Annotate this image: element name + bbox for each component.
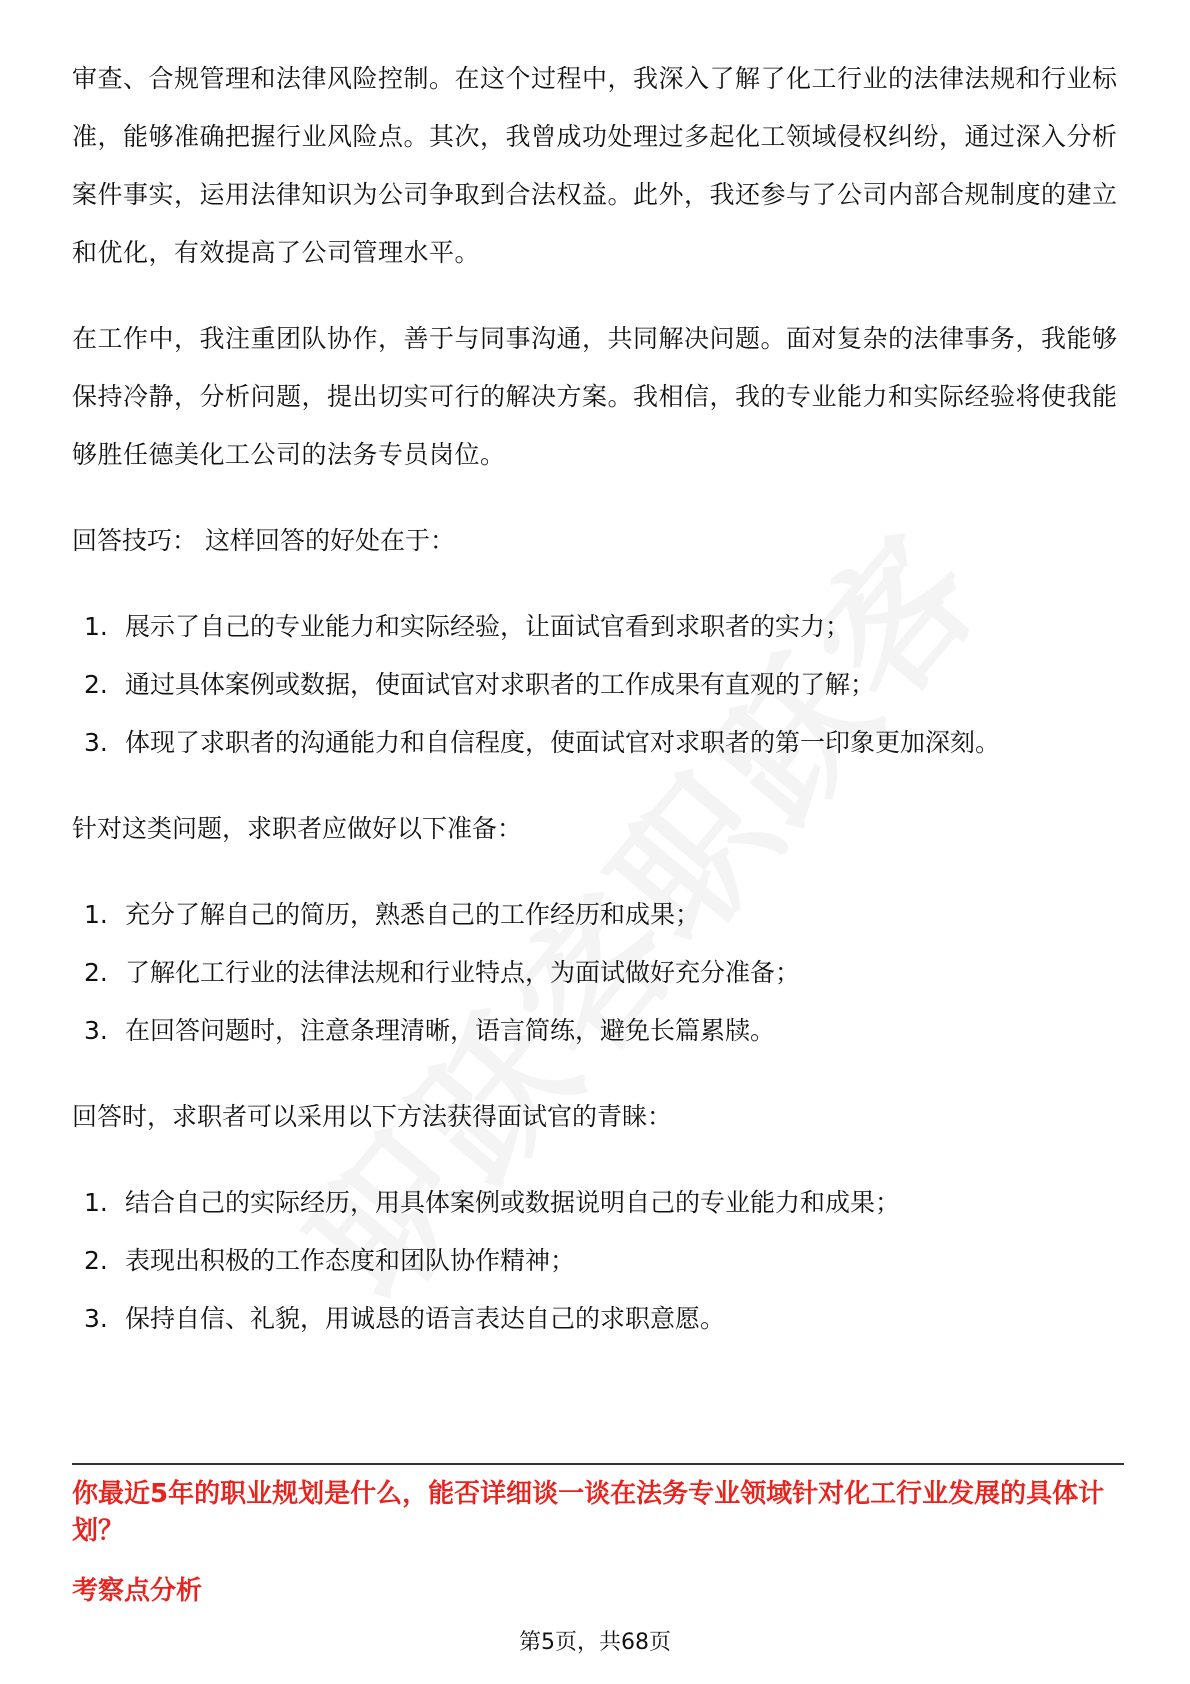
list-item [72, 656, 1122, 714]
method-heading: 回答时，求职者可以采用以下方法获得面试官的青睐： [72, 1102, 673, 1131]
prep-heading: 针对这类问题，求职者应做好以下准备： [72, 814, 523, 843]
list-number: 1. [84, 900, 108, 929]
list-item [72, 1174, 1122, 1232]
list-number: 1. [84, 612, 108, 641]
prep-list [72, 886, 1122, 1060]
list-item [72, 1232, 1122, 1290]
list-item-text: 在回答问题时，注意条理清晰，语言简练，避免长篇累牍。 [125, 1016, 776, 1045]
list-item-text: 体现了求职者的沟通能力和自信程度，使面试官对求职者的第一印象更加深刻。 [125, 728, 1001, 757]
list-item [72, 886, 1122, 944]
document-body [72, 50, 1122, 1376]
tips-heading: 回答技巧： 这样回答的好处在于： [72, 526, 455, 555]
question-title: 你最近5年的职业规划是什么，能否详细谈一谈在法务专业领域针对化工行业发展的具体计划？ [72, 1479, 1105, 1546]
list-item-text: 了解化工行业的法律法规和行业特点，为面试做好充分准备； [125, 958, 801, 987]
list-item-text: 充分了解自己的简历，熟悉自己的工作经历和成果； [125, 900, 701, 929]
list-number: 3. [84, 1304, 108, 1333]
list-number: 2. [84, 958, 108, 987]
analysis-heading: 考察点分析 [72, 1576, 203, 1606]
list-number: 1. [84, 1188, 108, 1217]
section-divider [72, 1463, 1124, 1465]
list-number: 3. [84, 1016, 108, 1045]
list-number: 2. [84, 670, 108, 699]
tips-list [72, 598, 1122, 772]
list-number: 3. [84, 728, 108, 757]
list-item [72, 1290, 1122, 1348]
list-item-text: 通过具体案例或数据，使面试官对求职者的工作成果有直观的了解； [125, 670, 876, 699]
list-item [72, 944, 1122, 1002]
paragraph-teamwork: 在工作中，我注重团队协作，善于与同事沟通，共同解决问题。面对复杂的法律事务，我能够保持冷静，分析问题，提出切实可行的解决方案。我相信，我的专业能力和实际经验将使我能够胜任德美化工公司的法务专员岗位。 [72, 324, 1118, 469]
list-item [72, 598, 1122, 656]
list-item-text: 保持自信、礼貌，用诚恳的语言表达自己的求职意愿。 [125, 1304, 726, 1333]
list-item-text: 表现出积极的工作态度和团队协作精神； [125, 1246, 576, 1275]
list-item [72, 714, 1122, 772]
paragraph-experience: 审查、合规管理和法律风险控制。在这个过程中，我深入了解了化工行业的法律法规和行业标准，能够准确把握行业风险点。其次，我曾成功处理过多起化工领域侵权纠纷，通过深入分析案件事实，运用法律知识为公司争取到合法权益。此外，我还参与了公司内部合规制度的建立和优化，有效提高了公司管理水平。 [72, 64, 1118, 267]
list-item-text: 展示了自己的专业能力和实际经验，让面试官看到求职者的实力； [125, 612, 851, 641]
list-number: 2. [84, 1246, 108, 1275]
list-item-text: 结合自己的实际经历，用具体案例或数据说明自己的专业能力和成果； [125, 1188, 901, 1217]
page-number: 第5页，共68页 [519, 1630, 671, 1655]
method-list [72, 1174, 1122, 1348]
list-item [72, 1002, 1122, 1060]
